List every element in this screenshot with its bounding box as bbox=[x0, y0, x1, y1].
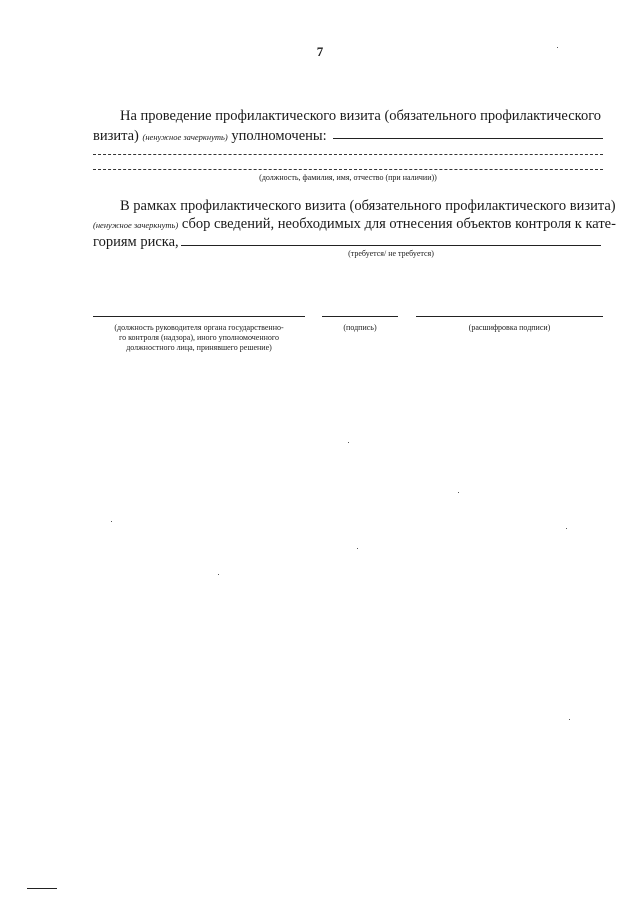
scan-speck bbox=[348, 442, 349, 443]
strike-out-hint: (ненужное зачеркнуть) bbox=[93, 220, 179, 230]
authorized-persons-fill-line-3[interactable] bbox=[93, 169, 603, 170]
data-collection-fill-line[interactable] bbox=[181, 245, 601, 246]
data-collection-caption: (требуется/ не требуется) bbox=[348, 249, 434, 258]
footer-mark bbox=[27, 888, 57, 889]
risk-assessment-paragraph-line-1: В рамках профилактического визита (обязательного профилактического визита) bbox=[120, 198, 616, 214]
official-position-line[interactable] bbox=[93, 316, 305, 317]
strike-out-hint: (ненужное зачеркнуть) bbox=[142, 132, 228, 142]
scan-speck bbox=[218, 574, 219, 575]
authorization-line-2-end: уполномочены: bbox=[231, 128, 327, 144]
official-position-caption: (должность руководителя органа государственно- го контроля (надзора), иного уполномоченного должностного лица, принявшего решение) bbox=[114, 323, 284, 352]
scan-speck bbox=[458, 492, 459, 493]
authorization-line-2-start: визита) bbox=[93, 128, 139, 144]
signature-line[interactable] bbox=[322, 316, 398, 317]
page-number: 7 bbox=[316, 44, 324, 59]
risk-assessment-paragraph-line-2 bbox=[93, 215, 616, 234]
scan-speck bbox=[111, 521, 112, 522]
authorization-paragraph-line-2 bbox=[93, 127, 327, 146]
signature-transcript-caption: (расшифровка подписи) bbox=[468, 323, 551, 332]
scan-speck bbox=[557, 47, 558, 48]
risk-assessment-line-2-end: сбор сведений, необходимых для отнесения объектов контроля к кате- bbox=[181, 216, 616, 232]
authorized-persons-caption: (должность, фамилия, имя, отчество (при наличии)) bbox=[259, 173, 437, 182]
authorized-persons-fill-line-1[interactable] bbox=[333, 138, 603, 139]
scan-speck bbox=[357, 548, 358, 549]
signature-transcript-line[interactable] bbox=[416, 316, 603, 317]
risk-assessment-paragraph-line-3: гориям риска, bbox=[93, 234, 179, 250]
scan-speck bbox=[566, 528, 567, 529]
signature-caption: (подпись) bbox=[343, 323, 377, 332]
authorized-persons-fill-line-2[interactable] bbox=[93, 154, 603, 155]
scan-speck bbox=[569, 719, 570, 720]
authorization-paragraph-line-1: На проведение профилактического визита (обязательного профилактического bbox=[120, 108, 602, 124]
